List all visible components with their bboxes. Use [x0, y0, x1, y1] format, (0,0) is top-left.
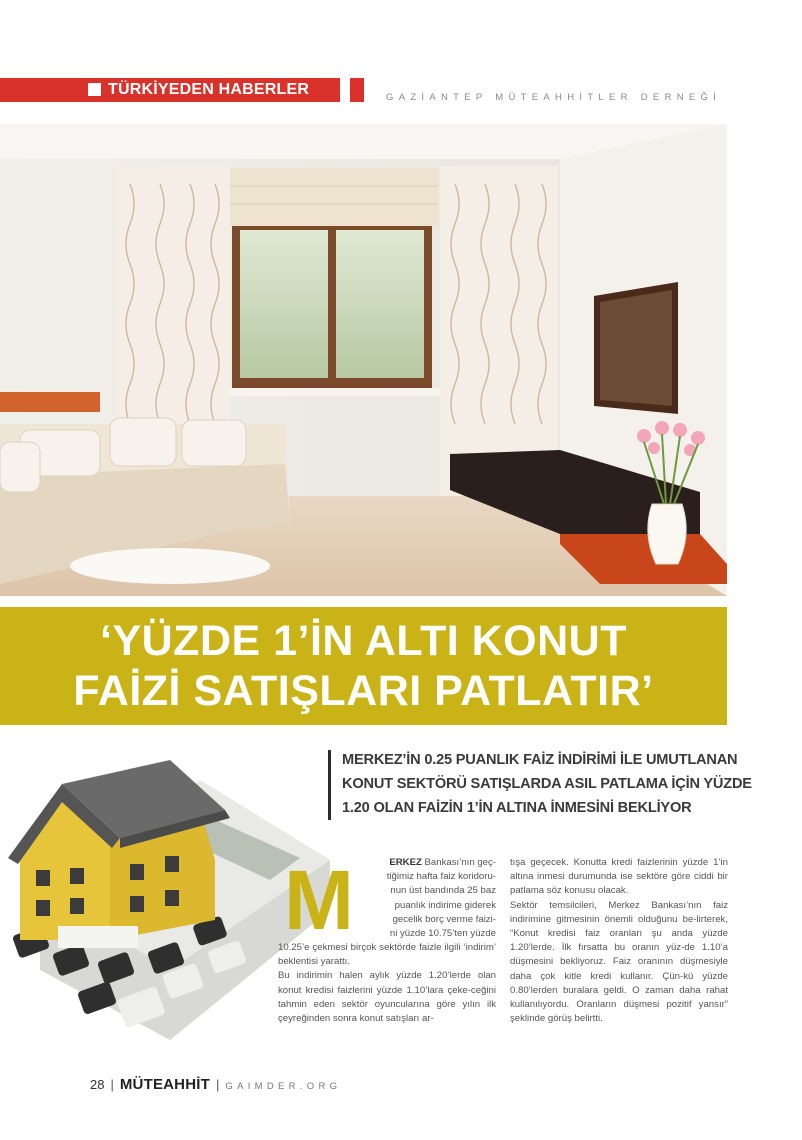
body-paragraph: Bu indirimin halen aylık yüzde 1.20’lerde olan konut kredisi faizlerini yüzde 1.10’lara çeke-ceğini tahmin eden sektör oyuncularına göre yılın ilk çeyreğinden sonra konut satışları ar-: [278, 970, 496, 1025]
footer-divider: |: [110, 1077, 114, 1092]
magazine-brand: MÜTEAHHİT: [119, 1076, 210, 1093]
subtitle-line-3: 1.20 OLAN FAİZİN 1’İN ALTINA İNMESİNİ BEKLİYOR: [342, 800, 692, 816]
page-number: 28: [90, 1077, 105, 1092]
subtitle-line-2: KONUT SEKTÖRÜ SATIŞLARDA ASIL PATLAMA İÇİN YÜZDE: [342, 776, 752, 792]
article-column-2: [510, 856, 728, 1026]
body-line: ni yüzde 10.75’ten yüzde: [389, 928, 496, 940]
body-line: puanlık indirime giderek: [394, 899, 496, 911]
footer-divider: |: [215, 1077, 220, 1092]
living-room-photo: [0, 124, 727, 596]
body-line: tiğimiz hafta faiz koridoru-: [386, 871, 496, 883]
body-line: nun üst bandında 25 baz: [390, 885, 496, 897]
organization-name: GAZİANTEP MÜTEAHHİTLER DERNEĞİ: [386, 92, 722, 103]
page-footer: [90, 1076, 341, 1096]
body-paragraph: Sektör temsilcileri, Merkez Bankası’nın faiz indirimine gitmesinin önemli olduğunu be-lirterek, “Konut kredisi faiz oranları şu anda yüzde 1.20’lerde. İlk fırsatta bu oranın yüz-de 1.10’a düşmesini bekliyoruz. Faiz oranının düşmesiyle daha çok kitle kredi kullanır. Çün-kü yüzde 0.80’lerden buralara geldi. O zaman daha rahat kullanılıyordu. Oranların düşmesi pozitif yansır” şeklinde görüş belirtti.: [510, 899, 728, 1025]
headline: [0, 607, 727, 725]
section-square-icon: [88, 83, 101, 96]
headline-line-2: FAİZİ SATIŞLARI PATLATIR’: [73, 667, 654, 715]
section-title: TÜRKİYEDEN HABERLER: [108, 81, 310, 98]
living-room-illustration: [0, 124, 727, 596]
subtitle-line-1: MERKEZ’İN 0.25 PUANLIK FAİZ İNDİRİMİ İLE UMUTLANAN: [342, 752, 738, 768]
article-column-1-top: [366, 856, 496, 941]
body-paragraph: tışa geçecek. Konutta kredi faizlerinin yüzde 1’in altına inmesi durumunda ise sektöre göre ciddi bir patlama söz konusu olacak.: [510, 857, 728, 897]
lead-word: ERKEZ: [389, 857, 422, 868]
website: GAIMDER.ORG: [225, 1081, 342, 1092]
subtitle: [342, 748, 752, 820]
body-line: Bankası’nın geç-: [421, 857, 496, 868]
body-paragraph: 10.25’e çekmesi birçok sektörde faizle ilgili ‘indirim’ beklentisi yarattı.: [278, 942, 496, 968]
section-separator: [350, 78, 364, 102]
drop-cap: M: [284, 853, 354, 947]
headline-line-1: ‘YÜZDE 1’İN ALTI KONUT: [100, 617, 627, 665]
article-column-1-bottom: [278, 941, 496, 1026]
body-line: gecelik borç verme faizi-: [392, 913, 496, 925]
subtitle-bar: [328, 750, 331, 820]
